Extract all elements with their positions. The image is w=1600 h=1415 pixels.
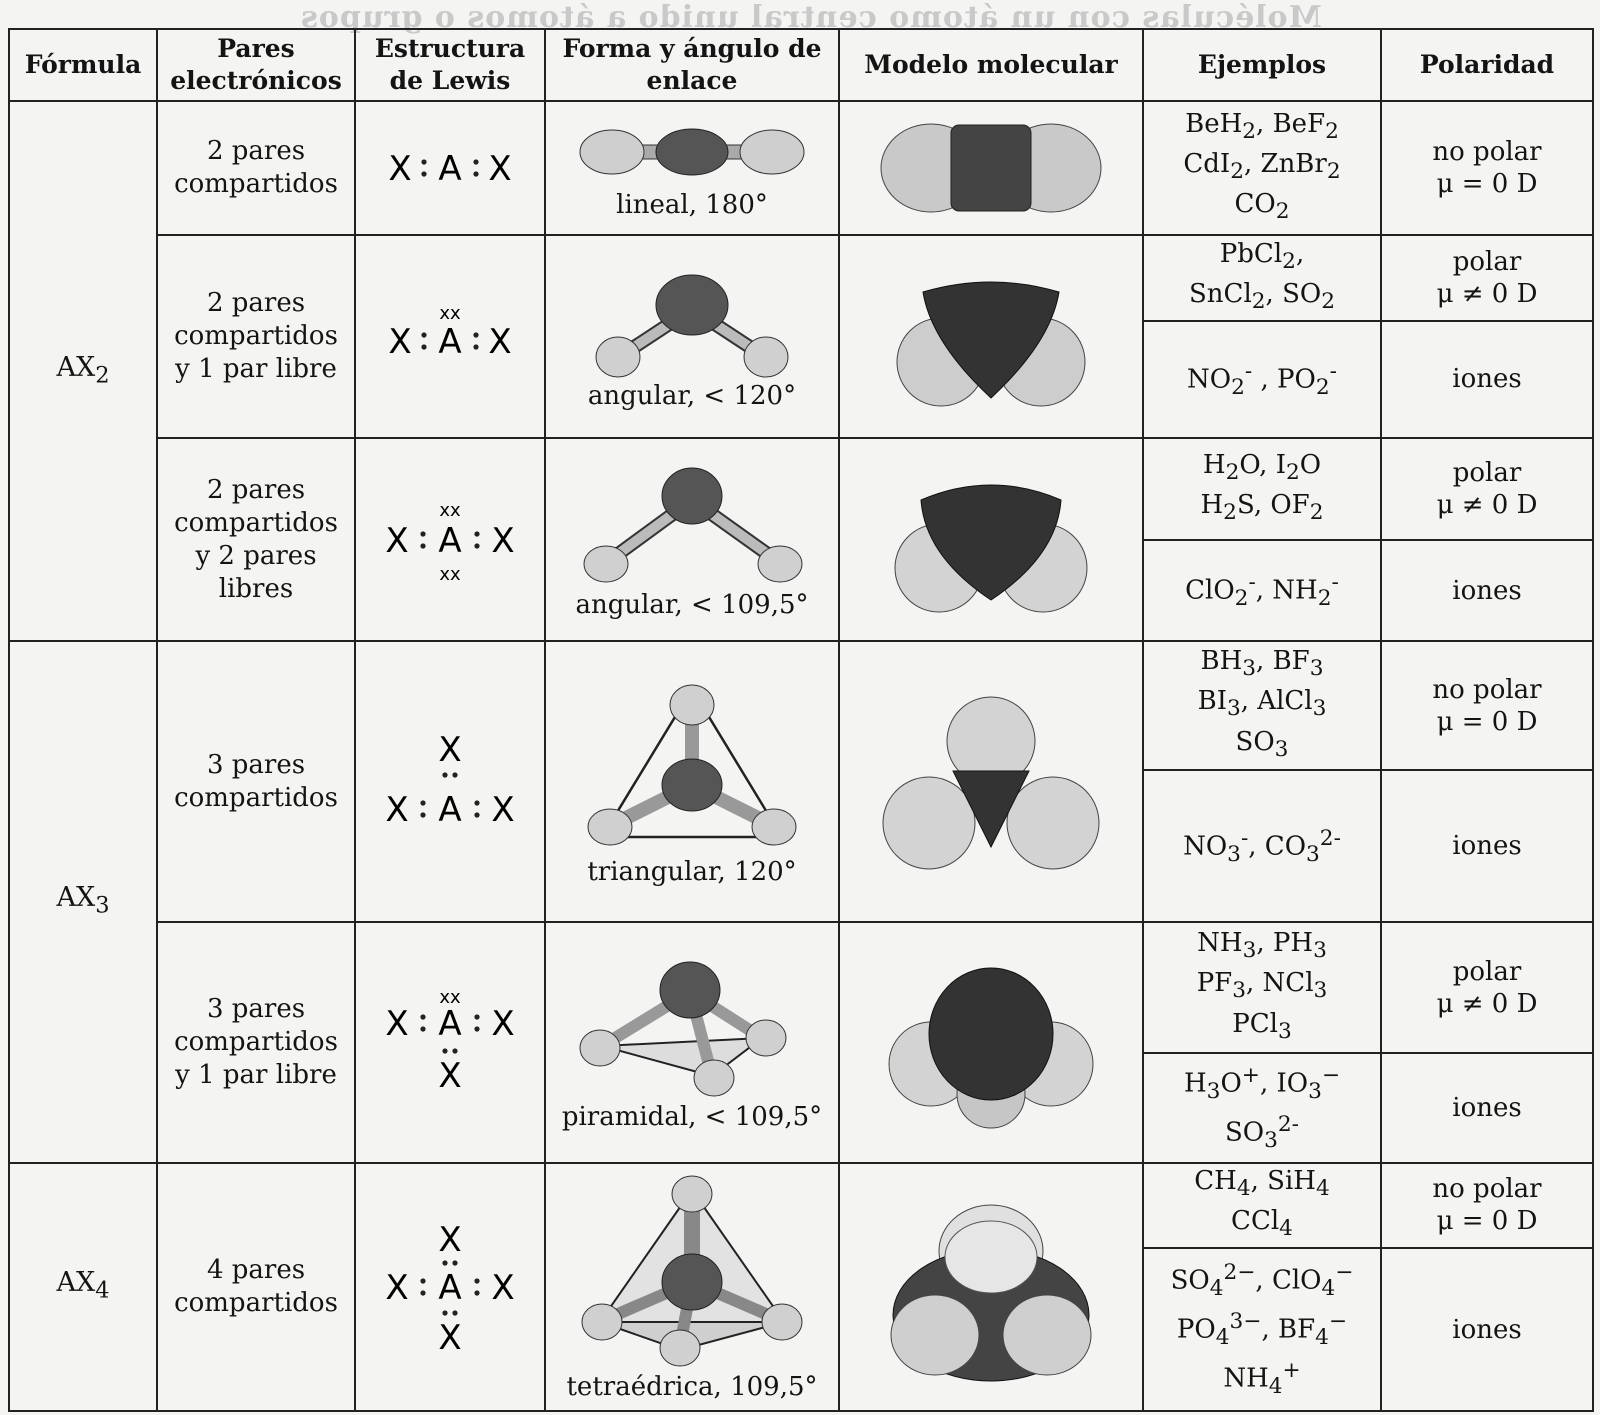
pairs-cell: 4 pares compartidos [157, 1163, 355, 1411]
examples-cell: $NH_3$, $PH_3$ $PF_3$, NCl$_3$ PCl$_3$ [1143, 922, 1381, 1052]
lewis-bent-two-pairs-drawing [375, 492, 525, 588]
header-lewis: Estructura de Lewis [355, 29, 545, 101]
lewis-ligand-x: X [491, 789, 515, 830]
header-examples: Ejemplos [1143, 29, 1381, 101]
examples-cell: $SO_4^{2-}$, ClO$_4$− $PO_4^{3-}$, $BF_4^-$ $NH_4^+$ [1143, 1248, 1381, 1411]
header-row [9, 29, 1593, 101]
lewis-ligand-x: X [385, 520, 409, 561]
header-model: Modelo molecular [839, 29, 1143, 101]
header-polarity: Polaridad [1381, 29, 1593, 101]
lewis-central-a: A [438, 789, 462, 830]
shape-cell [545, 101, 839, 235]
header-pairs: Pares electrónicos [157, 29, 355, 101]
svg-text:xx: xx [439, 302, 461, 324]
lewis-central-a: A [438, 1267, 462, 1308]
lewis-structure-cell [355, 235, 545, 438]
space-filling-pyramidal [861, 952, 1121, 1132]
formula-cell-ax2: $AX_2$ [9, 101, 157, 641]
pairs-cell: 2 pares compartidos y 2 pares libres [157, 438, 355, 642]
shape-label: piramidal, < 109,5° [561, 1102, 823, 1133]
lewis-ligand-x: X [438, 729, 462, 770]
examples-cell: $H_3O^+$, $IO_3^-$ $SO_3^{2-}$ [1143, 1053, 1381, 1163]
examples-cell: $BH_3$, $BF_3$ $BI_3$, AlCl$_3$ $SO_3$ [1143, 641, 1381, 769]
lewis-ligand-x: X [385, 1267, 409, 1308]
pairs-cell: 3 pares compartidos [157, 641, 355, 922]
polarity-cell: polar μ ≠ 0 D [1381, 438, 1593, 540]
lewis-linear-drawing [380, 138, 520, 198]
lewis-ligand-x: X [385, 789, 409, 830]
pairs-cell: 2 pares compartidos y 1 par libre [157, 235, 355, 438]
shape-cell [545, 438, 839, 642]
space-filling-linear [861, 113, 1121, 223]
polarity-cell: no polar μ = 0 D [1381, 101, 1593, 235]
model-cell [839, 438, 1143, 642]
lewis-ligand-x: X [488, 149, 512, 190]
lewis-pyramidal-drawing [375, 987, 525, 1097]
polarity-cell: iones [1381, 540, 1593, 642]
lewis-ligand-x: X [491, 1267, 515, 1308]
ball-stick-trigonal [562, 677, 822, 857]
examples-cell: PbCl$_2$, SnCl$_2$, $SO_2$ [1143, 235, 1381, 321]
lewis-structure-cell [355, 641, 545, 922]
lewis-ligand-x: X [438, 1219, 462, 1260]
space-filling-bent [861, 262, 1121, 412]
polarity-cell: iones [1381, 1248, 1593, 1411]
examples-cell: $H_2O$, $I_2O$ $H_2S$, $OF_2$ [1143, 438, 1381, 540]
lewis-ligand-x: X [438, 1317, 462, 1357]
shape-label: lineal, 180° [616, 190, 768, 221]
lewis-trigonal-drawing [375, 727, 525, 837]
lewis-ligand-x: X [438, 1056, 462, 1097]
lewis-bent-one-pair-drawing [380, 297, 520, 377]
lewis-structure-cell [355, 1163, 545, 1411]
lewis-central-a: A [438, 149, 462, 190]
model-cell [839, 922, 1143, 1162]
lewis-central-a: A [438, 321, 462, 362]
lewis-ligand-x: X [488, 321, 512, 362]
polarity-cell: iones [1381, 1053, 1593, 1163]
vsepr-table-sheet [8, 28, 1592, 1412]
polarity-cell: polar μ ≠ 0 D [1381, 922, 1593, 1052]
polarity-cell: iones [1381, 770, 1593, 923]
ball-stick-pyramidal [562, 952, 822, 1102]
vsepr-table [8, 28, 1594, 1412]
shape-label: triangular, 120° [587, 856, 797, 887]
model-cell [839, 101, 1143, 235]
header-shape: Forma y ángulo de enlace [545, 29, 839, 101]
ball-stick-bent-109 [562, 460, 822, 590]
formula-cell-ax3: $AX_3$ [9, 641, 157, 1162]
pairs-cell: 2 pares compartidos [157, 101, 355, 235]
header-formula: Fórmula [9, 29, 157, 101]
space-filling-trigonal [861, 687, 1121, 877]
lewis-structure-cell [355, 101, 545, 235]
polarity-cell: no polar μ = 0 D [1381, 641, 1593, 769]
svg-text:xx: xx [439, 563, 461, 585]
lewis-structure-cell [355, 922, 545, 1162]
examples-cell: BeH$_2$, BeF$_2$ CdI$_2$, ZnBr$_2$ $CO_2$ [1143, 101, 1381, 235]
shape-cell [545, 235, 839, 438]
space-filling-tetrahedral [861, 1187, 1121, 1387]
lewis-ligand-x: X [385, 1004, 409, 1045]
ball-stick-linear [562, 116, 822, 190]
table-row [9, 101, 1593, 235]
pairs-cell: 3 pares compartidos y 1 par libre [157, 922, 355, 1162]
lewis-ligand-x: X [491, 520, 515, 561]
ball-stick-tetrahedral [562, 1172, 822, 1372]
shape-cell [545, 922, 839, 1162]
model-cell [839, 641, 1143, 922]
polarity-cell: polar μ ≠ 0 D [1381, 235, 1593, 321]
ball-stick-bent-120 [562, 263, 822, 381]
bleed-through-heading: Moléculas con un átomo central unido a átomos o grupos [300, 0, 1322, 35]
svg-text:xx: xx [439, 987, 461, 1009]
lewis-ligand-x: X [491, 1004, 515, 1045]
polarity-cell: no polar μ = 0 D [1381, 1163, 1593, 1249]
lewis-tetrahedral-drawing [375, 1217, 525, 1357]
examples-cell: $NO_2^-$ , $PO_2^-$ [1143, 321, 1381, 438]
shape-label: angular, < 120° [587, 380, 797, 411]
examples-cell: ClO$_2$-, $NH_2^-$ [1143, 540, 1381, 642]
table-row [9, 1163, 1593, 1249]
shape-cell [545, 1163, 839, 1411]
space-filling-bent-water [861, 460, 1121, 620]
model-cell [839, 235, 1143, 438]
lewis-central-a: A [438, 1004, 462, 1045]
lewis-central-a: A [438, 520, 462, 561]
svg-text:xx: xx [439, 499, 461, 521]
shape-label: tetraédrica, 109,5° [566, 1371, 818, 1402]
table-row [9, 641, 1593, 769]
lewis-ligand-x: X [388, 149, 412, 190]
examples-cell: $CH_4$, SiH$_4$ CCl$_4$ [1143, 1163, 1381, 1249]
lewis-ligand-x: X [388, 321, 412, 362]
model-cell [839, 1163, 1143, 1411]
lewis-structure-cell [355, 438, 545, 642]
shape-label: angular, < 109,5° [575, 589, 809, 620]
polarity-cell: iones [1381, 321, 1593, 438]
formula-cell-ax4: $AX_4$ [9, 1163, 157, 1411]
table-row [9, 438, 1593, 540]
table-row [9, 922, 1593, 1052]
examples-cell: $NO_3^-$, $CO_3^{2-}$ [1143, 770, 1381, 923]
table-row [9, 235, 1593, 321]
shape-cell [545, 641, 839, 922]
